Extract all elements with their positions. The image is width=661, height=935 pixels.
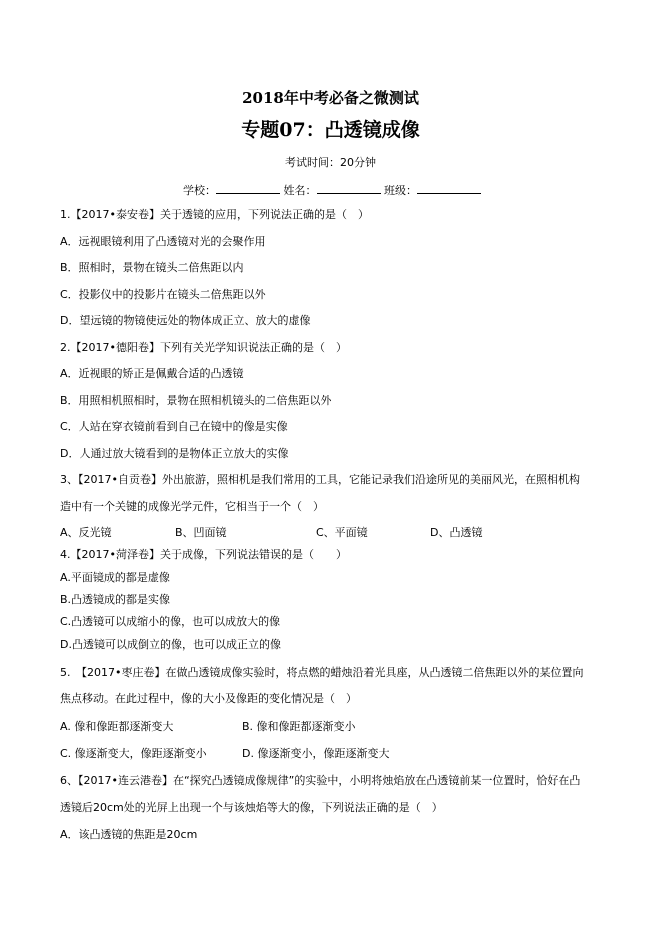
class-label: 班级： (384, 184, 417, 197)
q1-option-a: A．远视眼镜利用了凸透镜对光的会聚作用 (60, 235, 266, 248)
q4-stem: 4.【2017•菏泽卷】关于成像，下列说法错误的是（ ） (60, 548, 347, 561)
exam-time: 考试时间：20分钟 (285, 156, 376, 169)
q3-stem-line1: 3、【2017•自贡卷】外出旅游，照相机是我们常用的工具，它能记录我们沿途所见的美丽风光，在照相机构 (60, 473, 580, 486)
q3-option-c: C、平面镜 (316, 526, 368, 539)
page-subtitle: 专题07：凸透镜成像 (241, 119, 420, 141)
q4-option-a: A.平面镜成的都是虚像 (60, 571, 170, 584)
name-label: 姓名： (283, 184, 317, 197)
name-blank[interactable] (317, 183, 381, 194)
class-blank[interactable] (417, 183, 481, 194)
school-label: 学校： (183, 184, 216, 197)
q5-option-d: D. 像逐渐变小，像距逐渐变大 (242, 747, 390, 760)
q5-stem-line1: 5. 【2017•枣庄卷】在做凸透镜成像实验时，将点燃的蜡烛沿着光具座，从凸透镜二倍焦距以外的某位置向 (60, 666, 584, 679)
q6-stem-line2: 透镜后20cm处的光屏上出现一个与该烛焰等大的像，下列说法正确的是（ ） (60, 801, 443, 814)
q3-stem-line2: 造中有一个关键的成像光学元件，它相当于一个（ ） (60, 500, 324, 513)
q4-option-d: D.凸透镜可以成倒立的像，也可以成正立的像 (60, 638, 281, 651)
q5-option-c: C. 像逐渐变大，像距逐渐变小 (60, 747, 207, 760)
page-title: 2018年中考必备之微测试 (242, 89, 419, 107)
q1-option-b: B．照相时，景物在镜头二倍焦距以内 (60, 261, 244, 274)
q1-option-c: C．投影仪中的投影片在镜头二倍焦距以外 (60, 288, 266, 301)
q1-option-d: D．望远镜的物镜使远处的物体成正立、放大的虚像 (60, 314, 311, 327)
q6-option-a: A．该凸透镜的焦距是20cm (60, 828, 198, 841)
q3-option-b: B、凹面镜 (175, 526, 227, 539)
q5-option-a: A. 像和像距都逐渐变大 (60, 720, 174, 733)
q2-option-d: D．人通过放大镜看到的是物体正立放大的实像 (60, 447, 289, 460)
student-info-row (183, 183, 481, 196)
q6-stem-line1: 6、【2017•连云港卷】在“探究凸透镜成像规律”的实验中，小明将烛焰放在凸透镜前某一位置时，恰好在凸 (60, 774, 581, 787)
q5-stem-line2: 焦点移动。在此过程中，像的大小及像距的变化情况是（ ） (60, 692, 357, 705)
q2-option-b: B．用照相机照相时，景物在照相机镜头的二倍焦距以外 (60, 394, 332, 407)
q2-option-a: A．近视眼的矫正是佩戴合适的凸透镜 (60, 367, 244, 380)
q3-option-d: D、凸透镜 (430, 526, 483, 539)
q1-stem: 1.【2017•泰安卷】关于透镜的应用，下列说法正确的是（ ） (60, 208, 369, 221)
q2-option-c: C．人站在穿衣镜前看到自己在镜中的像是实像 (60, 420, 288, 433)
q2-stem: 2.【2017•德阳卷】下列有关光学知识说法正确的是（ ） (60, 341, 347, 354)
school-blank[interactable] (216, 183, 280, 194)
q3-option-a: A、反光镜 (60, 526, 112, 539)
q4-option-b: B.凸透镜成的都是实像 (60, 593, 171, 606)
q5-option-b: B. 像和像距都逐渐变小 (242, 720, 356, 733)
q4-option-c: C.凸透镜可以成缩小的像，也可以成放大的像 (60, 615, 281, 628)
